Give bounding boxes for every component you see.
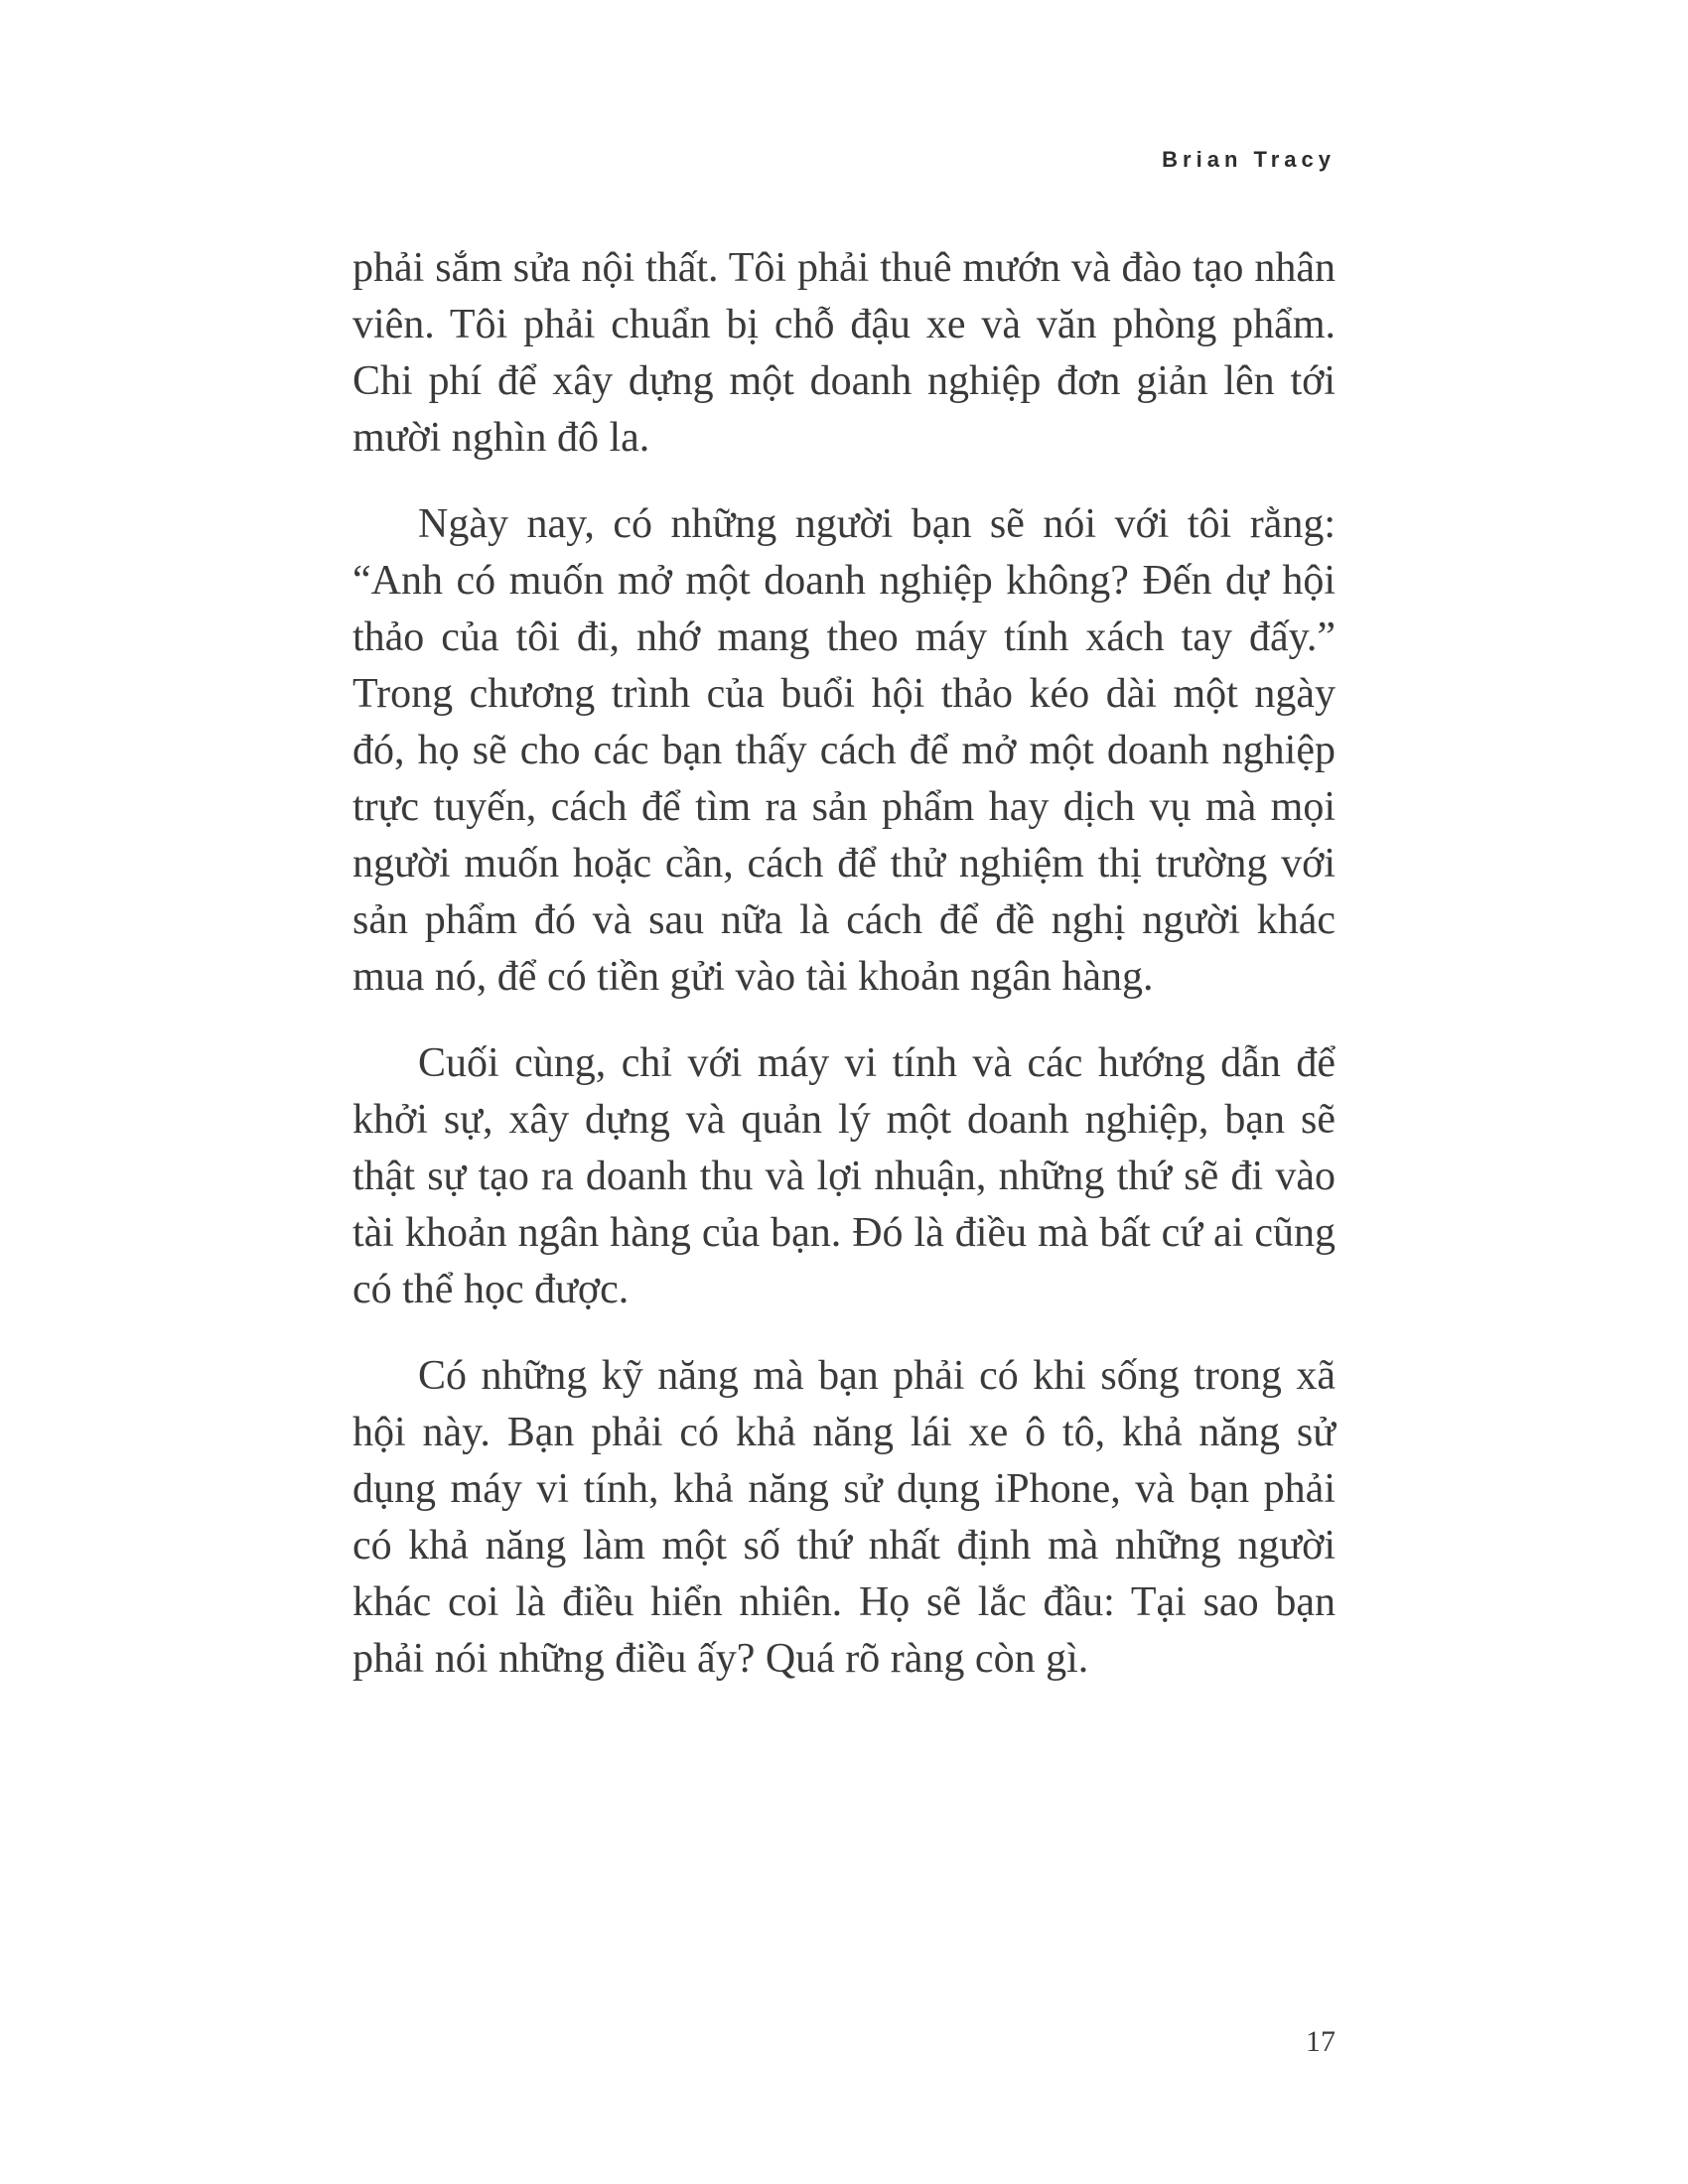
paragraph: Cuối cùng, chỉ với máy vi tính và các hướng dẫn để khởi sự, xây dựng và quản lý một doanh nghiệp, bạn sẽ thật sự tạo ra doanh thu và lợi nhuận, những thứ sẽ đi vào tài khoản ngân hàng của bạn. Đó là điều mà bất cứ ai cũng có thể học được. xyxy=(352,1040,1336,1312)
paragraph: Có những kỹ năng mà bạn phải có khi sống trong xã hội này. Bạn phải có khả năng lái xe ô tô, khả năng sử dụng máy vi tính, khả năng sử dụng iPhone, và bạn phải có khả năng làm một số thứ nhất định mà những người khác coi là điều hiển nhiên. Họ sẽ lắc đầu: Tại sao bạn phải nói những điều ấy? Quá rõ ràng còn gì. xyxy=(352,1353,1336,1682)
paragraph: phải sắm sửa nội thất. Tôi phải thuê mướn và đào tạo nhân viên. Tôi phải chuẩn bị chỗ đậu xe và văn phòng phẩm. Chi phí để xây dựng một doanh nghiệp đơn giản lên tới mười nghìn đô la. xyxy=(352,245,1336,461)
page-number: 17 xyxy=(1306,2025,1336,2058)
paragraph: Ngày nay, có những người bạn sẽ nói với tôi rằng: “Anh có muốn mở một doanh nghiệp không? Đến dự hội thảo của tôi đi, nhớ mang theo máy tính xách tay đấy.” Trong chương trình của buổi hội thảo kéo dài một ngày đó, họ sẽ cho các bạn thấy cách để mở một doanh nghiệp trực tuyến, cách để tìm ra sản phẩm hay dịch vụ mà mọi người muốn hoặc cần, cách để thử nghiệm thị trường với sản phẩm đó và sau nữa là cách để đề nghị người khác mua nó, để có tiền gửi vào tài khoản ngân hàng. xyxy=(352,501,1336,1000)
running-header-author: Brian Tracy xyxy=(1162,147,1336,172)
text-block xyxy=(352,240,1336,1717)
